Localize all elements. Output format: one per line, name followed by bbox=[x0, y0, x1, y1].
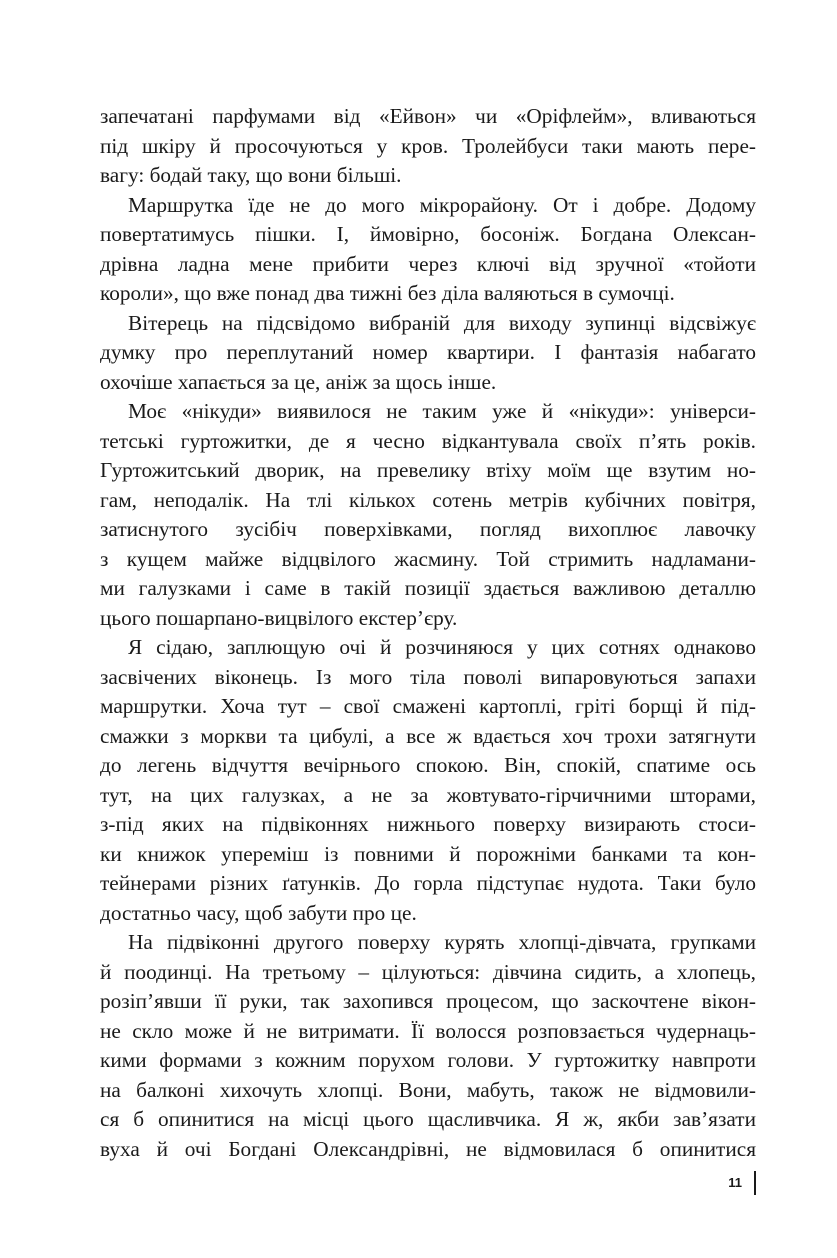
text-line: дрівна ладна мене прибити через ключі від зручної «тойоти bbox=[100, 251, 756, 276]
text-line: кими формами з кожним порухом голови. У гуртожитку навпроти bbox=[100, 1048, 756, 1072]
text-line: достатньо часу, щоб забути про це. bbox=[100, 900, 417, 925]
text-line: ми галузками і саме в такій позиції здається важливою деталлю bbox=[100, 576, 756, 600]
text-line: ки книжок упереміш із повними й порожніми банками та кон- bbox=[100, 841, 756, 866]
text-line: з кущем майже відцвілого жасмину. Той стримить надламани- bbox=[100, 546, 756, 571]
text-line: Вітерець на підсвідомо вибраній для виходу зупинці відсвіжує bbox=[128, 310, 756, 335]
page-number: 11 bbox=[728, 1175, 742, 1190]
text-line: думку про переплутаний номер квартири. І фантазія набагато bbox=[100, 340, 756, 364]
text-line: під шкіру й просочуються у кров. Тролейбуси таки мають пере- bbox=[100, 133, 756, 158]
folio-rule bbox=[754, 1171, 756, 1195]
text-line: гам, неподалік. На тлі кількох сотень метрів кубічних повітря, bbox=[100, 487, 756, 512]
text-line: ся б опинитися на місці цього щасливчика. Я ж, якби зав’язати bbox=[100, 1107, 756, 1131]
text-line: короли», що вже понад два тижні без діла валяються в сумочці. bbox=[100, 281, 675, 305]
text-line: розіп’явши її руки, так захопився процесом, що заскочтене вікон- bbox=[100, 989, 756, 1013]
text-line: й поодинці. На третьому – цілуються: дівчина сидить, а хлопець, bbox=[100, 959, 756, 984]
text-line: з-під яких на підвіконнях нижнього поверху визирають стоси- bbox=[100, 812, 756, 836]
text-line: до легень відчуття вечірнього спокою. Він, спокій, спатиме ось bbox=[100, 753, 756, 777]
text-line: Маршрутка їде не до мого мікрорайону. От і добре. Додому bbox=[128, 192, 756, 217]
text-line: тетські гуртожитки, де я чесно відкантувала своїх п’ять років. bbox=[100, 428, 756, 453]
text-line: затиснутого зусібіч поверхівками, погляд вихоплює лавочку bbox=[100, 517, 756, 541]
text-line: вагу: бодай таку, що вони більші. bbox=[100, 163, 402, 187]
text-line: охочіше хапається за це, аніж за щось інше. bbox=[100, 369, 497, 394]
text-line: Гуртожитський дворик, на превелику втіху моїм ще взутим но- bbox=[100, 458, 756, 482]
text-line: тут, на цих галузках, а не за жовтувато-гірчичними шторами, bbox=[100, 782, 756, 807]
folio bbox=[700, 1171, 780, 1197]
text-line: маршрутки. Хоча тут – свої смажені картоплі, гріті борщі й під- bbox=[100, 694, 756, 718]
text-line: На підвіконні другого поверху курять хлопці-дівчата, групками bbox=[128, 930, 756, 954]
text-line: запечатані парфумами від «Ейвон» чи «Оріфлейм», вливаються bbox=[100, 104, 756, 128]
text-line: Я сідаю, заплющую очі й розчиняюся у цих сотнях однаково bbox=[128, 635, 756, 659]
text-line: засвічених віконець. Із мого тіла поволі випаровуються запахи bbox=[100, 664, 756, 689]
text-line: не скло може й не витримати. Її волосся розповзається чудернаць- bbox=[100, 1018, 756, 1043]
text-line: Моє «нікуди» виявилося не таким уже й «нікуди»: універси- bbox=[128, 399, 756, 423]
text-line: смажки з моркви та цибулі, а все ж вдається хоч трохи затягнути bbox=[100, 723, 756, 748]
text-line: на балконі хихочуть хлопці. Вони, мабуть, також не відмовили- bbox=[100, 1077, 756, 1102]
text-line: повертатимусь пішки. І, ймовірно, босоніж. Богдана Олексан- bbox=[100, 222, 756, 246]
text-line: цього пошарпано-вицвілого екстер’єру. bbox=[100, 605, 458, 630]
body-text bbox=[100, 102, 756, 1164]
text-line: тейнерами різних ґатунків. До горла підступає нудота. Таки було bbox=[100, 871, 756, 895]
text-line: вуха й очі Богдані Олександрівні, не відмовилася б опинитися bbox=[100, 1136, 756, 1161]
